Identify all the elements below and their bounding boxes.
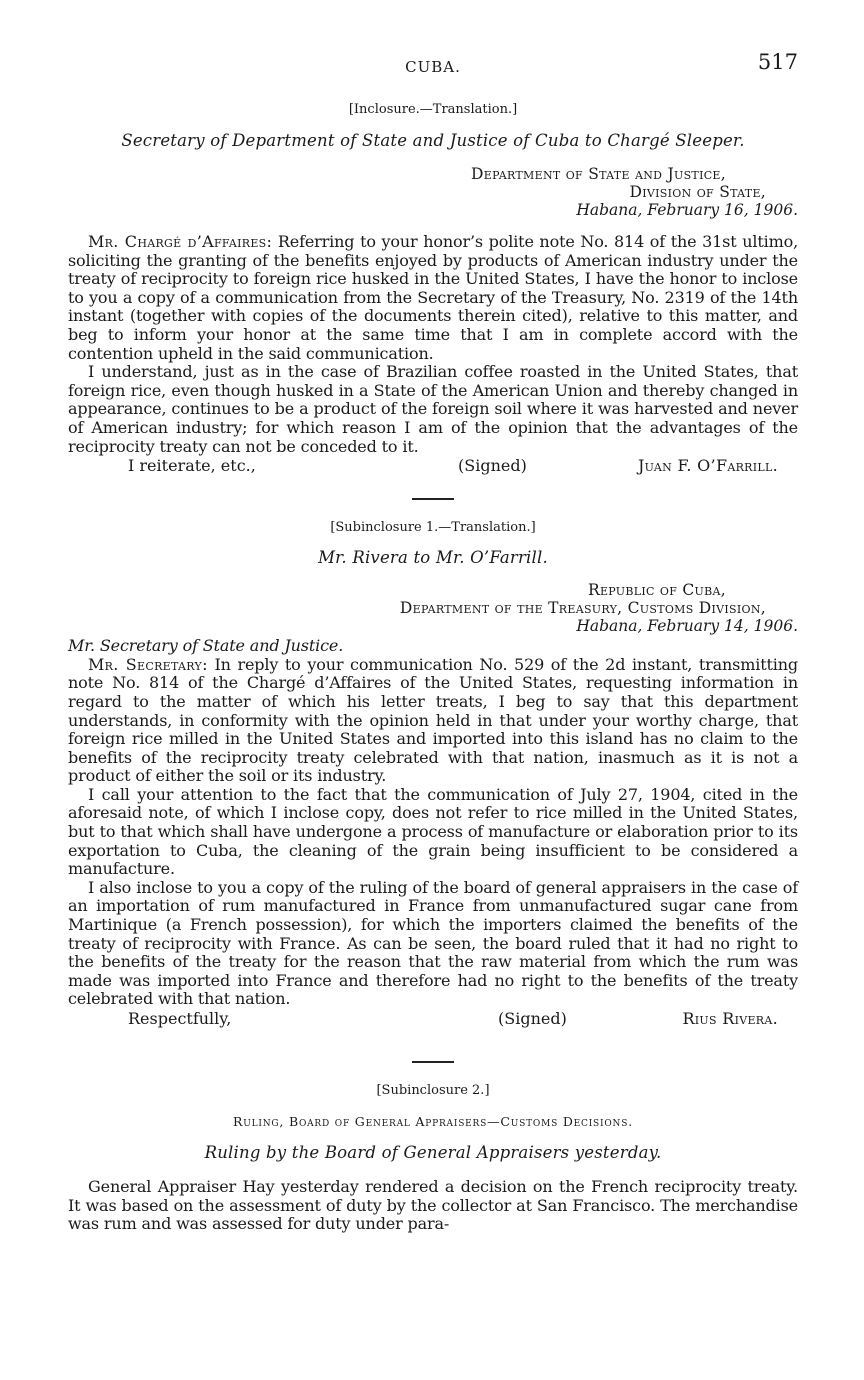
- subinclosure2-paragraph: General Appraiser Hay yesterday rendered a decision on the French reciprocity treaty. It was based on the assessment of duty by the collector at San Francisco. The merchandise was rum and was assessed for duty under para-: [68, 1177, 798, 1234]
- subinclosure1-signature: [68, 1009, 798, 1029]
- running-head: [68, 46, 798, 80]
- salutation: Mr. Chargé d’Affaires:: [88, 232, 273, 251]
- inclosure-paragraph: [68, 233, 798, 363]
- section-divider: [412, 498, 454, 500]
- date-line: Department of the Treasury, Customs Division,: [399, 599, 766, 618]
- inclosure-bracket: [Inclosure.—Translation.]: [348, 102, 518, 117]
- closing: Respectfully,: [128, 1009, 232, 1028]
- subinclosure1-caption: Mr. Rivera to Mr. O’Farrill.: [318, 548, 548, 568]
- inclosure-caption: Secretary of Department of State and Justice of Cuba to Chargé Sleeper.: [121, 131, 745, 150]
- signer: Juan F. O’Farrill.: [637, 456, 778, 476]
- signer: Rius Rivera.: [682, 1009, 778, 1028]
- date-line: Department of State and Justice,: [471, 165, 726, 183]
- running-title: CUBA.: [405, 58, 461, 76]
- closing: I reiterate, etc.,: [128, 456, 256, 476]
- addressee: Mr. Secretary of State and Justice.: [68, 636, 344, 656]
- date-line: Habana, February 16, 1906.: [576, 201, 798, 219]
- paragraph-text: Referring to your honor’s polite note No. 814 of the 31st ultimo, soliciting the granting of the benefits enjoyed by products of American industry under the treaty of reciprocity to foreign rice husked in the United States, I have the honor to inclose to you a copy of a communication from the Secretary of the Treasury, No. 2319 of the 14th instant (together with copies of the documents therein cited), relative to this matter, and beg to inform your honor at the same time that I am in complete accord with the contention upheld in the said communication.: [68, 232, 799, 363]
- paragraph-text: In reply to your communication No. 529 of the 2d instant, transmitting note No. 814 of the Chargé d’Affaires of the United States, requesting information in regard to the matter of which his letter treats, I beg to say that this department understands, in conformity with the opinion held in that under your worthy charge, that foreign rice milled in the United States and imported into this island has no claim to the benefits of the reciprocity treaty celebrated with that nation, inasmuch as it is not a product of either the soil or its industry.: [68, 654, 798, 786]
- inclosure-paragraph: I understand, just as in the case of Brazilian coffee roasted in the United States, that foreign rice, even though husked in a State of the American Union and thereby changed in appearance, continues to be a product of the foreign soil where it was harvested and never of American industry; for which reason I am of the opinion that the advantages of the reciprocity treaty can not be conceded to it.: [68, 362, 798, 456]
- subinclosure2-caption: Ruling by the Board of General Appraisers yesterday.: [204, 1143, 662, 1162]
- subinclosure1-date-block: [68, 581, 798, 635]
- subinclosure2-heading: Ruling, Board of General Appraisers—Customs Decisions.: [233, 1114, 633, 1129]
- subinclosure1-paragraph: [68, 656, 798, 786]
- date-line: Republic of Cuba,: [587, 581, 726, 600]
- subinclosure2-bracket: [Subinclosure 2.]: [376, 1083, 490, 1098]
- subinclosure1-paragraph: I call your attention to the fact that the communication of July 27, 1904, cited in the aforesaid note, of which I inclose copy, does not refer to rice milled in the United States, but to that which shall have undergone a process of manufacture or elaboration prior to its exportation to Cuba, the cleaning of the grain being insufficient to be considered a manufacture.: [68, 784, 798, 879]
- page-number: 517: [757, 50, 798, 74]
- salutation: Mr. Secretary:: [88, 654, 208, 674]
- subinclosure1-bracket: [Subinclosure 1.—Translation.]: [330, 520, 536, 536]
- section-divider: [412, 1061, 454, 1063]
- signed-label: (Signed): [458, 456, 527, 476]
- subinclosure1-paragraph: I also inclose to you a copy of the ruling of the board of general appraisers in the case of an importation of rum manufactured in France from unmanufactured sugar cane from Martinique (a French possession), for which the importers claimed the benefits of the treaty of reciprocity with France. As can be seen, the board ruled that it had no right to the benefits of the treaty for the reason that the raw material from which the rum was made was imported into France and therefore had no right to the benefits of the treaty celebrated with that nation.: [68, 877, 798, 1009]
- date-line: Division of State,: [629, 183, 766, 201]
- inclosure-signature: [68, 456, 798, 476]
- document-page: [68, 46, 798, 1234]
- signed-label: (Signed): [498, 1009, 567, 1028]
- date-line: Habana, February 14, 1906.: [576, 617, 798, 636]
- inclosure-date-block: [68, 165, 798, 219]
